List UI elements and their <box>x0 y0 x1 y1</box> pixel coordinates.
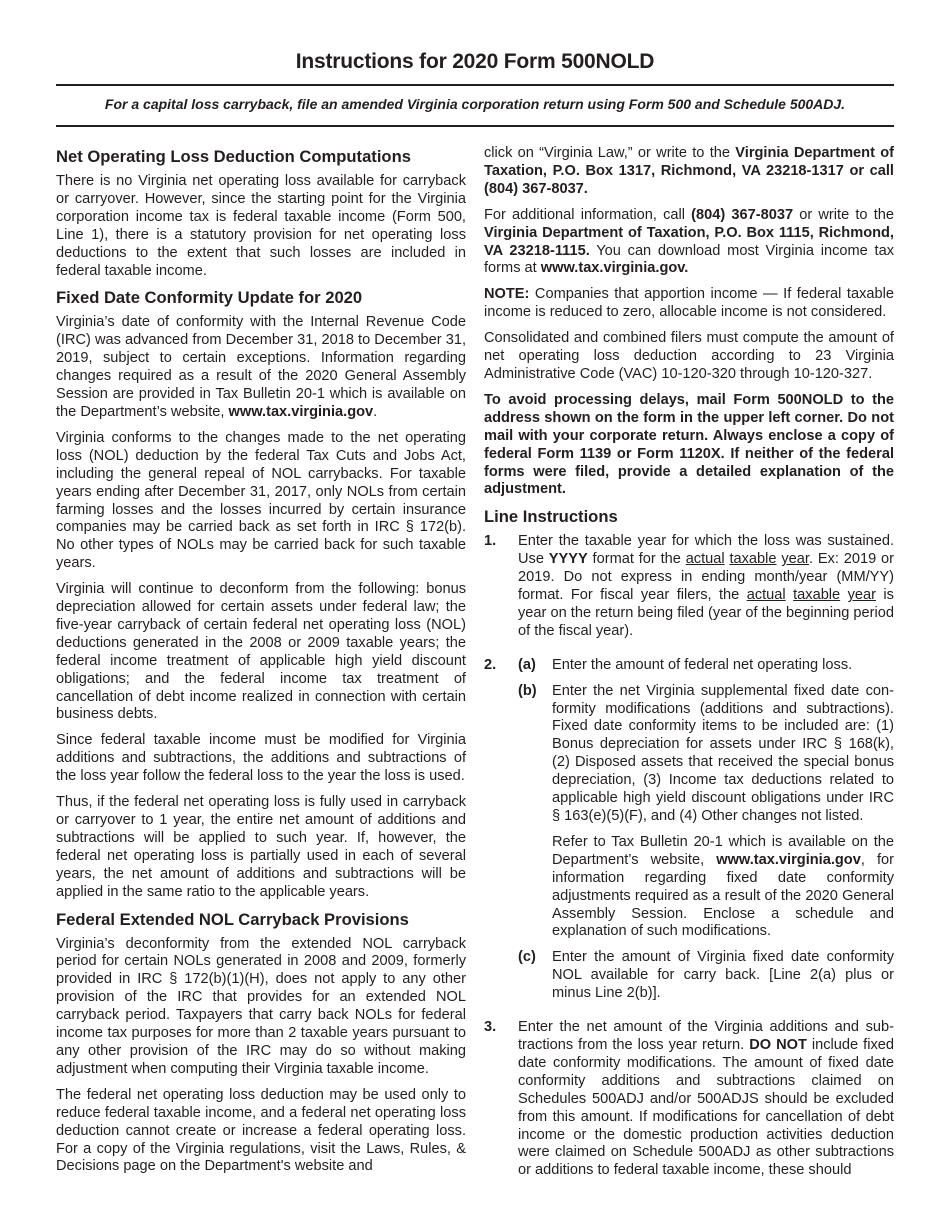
subitem-label: (b) <box>518 682 537 699</box>
section-heading-extended-nol-carryback: Federal Extended NOL Carryback Provisions <box>56 909 409 929</box>
paragraph: There is no Virginia net operating loss available for carryback or carryover. However, since the starting point for the Virginia corporation income tax is federal taxable income (Form 500, Line 1), there is a statutory provision for net operating loss deductions to the extent that such losses are included in federal taxable income. <box>56 173 466 279</box>
title-divider <box>56 84 894 86</box>
line-number: 1. <box>484 533 497 550</box>
line-subitem-2b <box>518 683 894 942</box>
line-text: Enter the taxable year for which the loss was sustained. Use YYYY format for the actual taxable year. Ex: 2019 or 2019. Do not express in ending month/year (MM/YY) format. For fiscal year filers, the actual taxable year is year on the return being filed (year of the beginning period of the fiscal year). <box>518 533 894 639</box>
subitem-label: (a) <box>518 656 536 673</box>
line-number: 3. <box>484 1019 497 1036</box>
subitem-text: Refer to Tax Bulletin 20-1 which is available on the Department’s website, www.tax.virginia.gov, for information regarding fixed date conformity adjustments required as a result of the 2020 General Assembly Session. Enclose a schedule and explanation of such modifications. <box>552 833 895 940</box>
line-item-2 <box>484 657 894 1011</box>
section-heading-nol-computations: Net Operating Loss Deduction Computations <box>56 147 411 166</box>
subitem-text: Enter the net Virginia supplemental fixed date con-formity modifications (additions and subtractions). Fixed date conformity items to be included are: (1) Bonus depreciation for assets under IRC § 168(k), (2) Disposed assets that received the special bonus depreciation, (3) Income tax deductions related to applicable high yield discount obligations under IRC § 163(e)(5)(F), and (4) Other changes not listed. <box>552 682 894 824</box>
paragraph-note: NOTE: Companies that apportion income — If federal taxable income is reduced to zero, allocable income is not considered. <box>484 286 894 321</box>
paragraph: Virginia conforms to the changes made to the net operating loss (NOL) deduction by the federal Tax Cuts and Jobs Act, including the general repeal of NOL carrybacks. For taxable years ending after December 31, 2017, only NOLs from certain farming losses and the losses incurred by certain insurance companies may be carried back as set forth in IRC § 172(b). No other types of NOLs may be carried back for such taxable years. <box>56 429 466 572</box>
line-number: 2. <box>484 656 497 673</box>
subitem-label: (c) <box>518 949 536 966</box>
line-text: Enter the net amount of the Virginia additions and sub-tractions from the loss year return. DO NOT include fixed date conformity modifications. The amount of fixed date conformity additions and subtractions claimed on Schedules 500ADJ and/or 500ADJS should be excluded from this amount. If modifications for cancellation of debt income or the domestic production activities deduction were claimed on Schedule 500ADJ as other subtractions or additions to federal taxable income, these should <box>518 1019 894 1179</box>
paragraph: Since federal taxable income must be modified for Virginia additions and subtractions, the additions and subtractions of the loss year follow the federal loss to the year the loss is used. <box>56 732 466 785</box>
subtitle-divider <box>56 125 894 127</box>
line-item-1 <box>484 533 894 648</box>
paragraph: Virginia’s deconformity from the extended NOL carryback period for certain NOLs generated in 2008 and 2009, formerly provided in IRC § 172(b)(1)(H), does not apply to any other provision of the IRC that provides for an extended NOL carryback period. Taxpayers that carry back NOLs for federal income tax purposes for more than 2 taxable years pursuant to any other provision of the IRC may do so without making adjustment when computing their Virginia taxable income. <box>56 935 466 1077</box>
paragraph-additional-info: For additional information, call (804) 367-8037 or write to the Virginia Department of Taxation, P.O. Box 1115, Richmond, VA 23218-1115. You can download most Virginia income tax forms at www.tax.virginia.gov. <box>484 206 894 277</box>
line-item-3 <box>484 1019 894 1188</box>
paragraph: Virginia will continue to deconform from the following: bonus depreciation allowed for certain assets under federal law; the five-year carryback of certain federal net operating loss (NOL) deductions generated in the 2008 or 2009 taxable years; the federal income treatment of applicable high yield discount obligations; and the federal income tax treatment of cancellation of debt income realized in connection with certain business debts. <box>56 581 466 723</box>
paragraph-virginia-law-contact: click on “Virginia Law,” or write to the Virginia Department of Taxation, P.O. Box 1317, Richmond, VA 23218-1317 or call (804) 367-8037. <box>484 145 894 197</box>
line-subitem-2a <box>518 657 894 675</box>
paragraph: Virginia’s date of conformity with the Internal Revenue Code (IRC) was advanced from December 31, 2018 to December 31, 2019, subject to certain exceptions. Information regarding changes required as a result of the 2020 General Assembly Session are provided in Tax Bulletin 20-1 which is available on the Department’s website, www.tax.virginia.gov. <box>56 314 466 420</box>
paragraph-consolidated-filers: Consolidated and combined filers must compute the amount of net operating loss deduction according to 23 Virginia Administrative Code (VAC) 10-120-320 through 10-120-327. <box>484 330 894 382</box>
paragraph: Thus, if the federal net operating loss is fully used in carryback or carryover to 1 year, the entire net amount of additions and subtractions will be applied to such year. If, however, the federal net operating loss is partially used in each of several years, the net amount of additions and subtractions will be applied in the same ratio to the applicable years. <box>56 794 466 900</box>
capital-loss-note: For a capital loss carryback, file an amended Virginia corporation return using Form 500 and Schedule 500ADJ. <box>104 96 846 112</box>
right-column <box>484 145 894 1196</box>
paragraph-mailing-instructions: To avoid processing delays, mail Form 500NOLD to the address shown on the form in the upper left corner. Do not mail with your corporate return. Always enclose a copy of federal Form 1139 or Form 1120X. If neither of the federal forms were filed, provide a detailed explanation of the adjustment. <box>484 391 894 498</box>
line-subitem-2c <box>518 949 894 1003</box>
section-heading-fixed-date-conformity: Fixed Date Conformity Update for 2020 <box>56 288 363 308</box>
subitem-text: Enter the amount of federal net operating loss. <box>552 656 853 673</box>
paragraph: The federal net operating loss deduction may be used only to reduce federal taxable income, and a federal net operating loss deduction cannot create or increase a federal operating loss. For a copy of the Virginia regulations, visit the Laws, Rules, & Decisions page on the Department's website and <box>56 1086 466 1175</box>
subitem-text: Enter the amount of Virginia fixed date conformity NOL available for carry back. [Line 2(a) plus or minus Line 2(b)]. <box>552 949 894 1002</box>
left-column <box>56 145 466 1184</box>
section-heading-line-instructions: Line Instructions <box>484 507 618 527</box>
page-title: Instructions for 2020 Form 500NOLD <box>295 50 655 73</box>
